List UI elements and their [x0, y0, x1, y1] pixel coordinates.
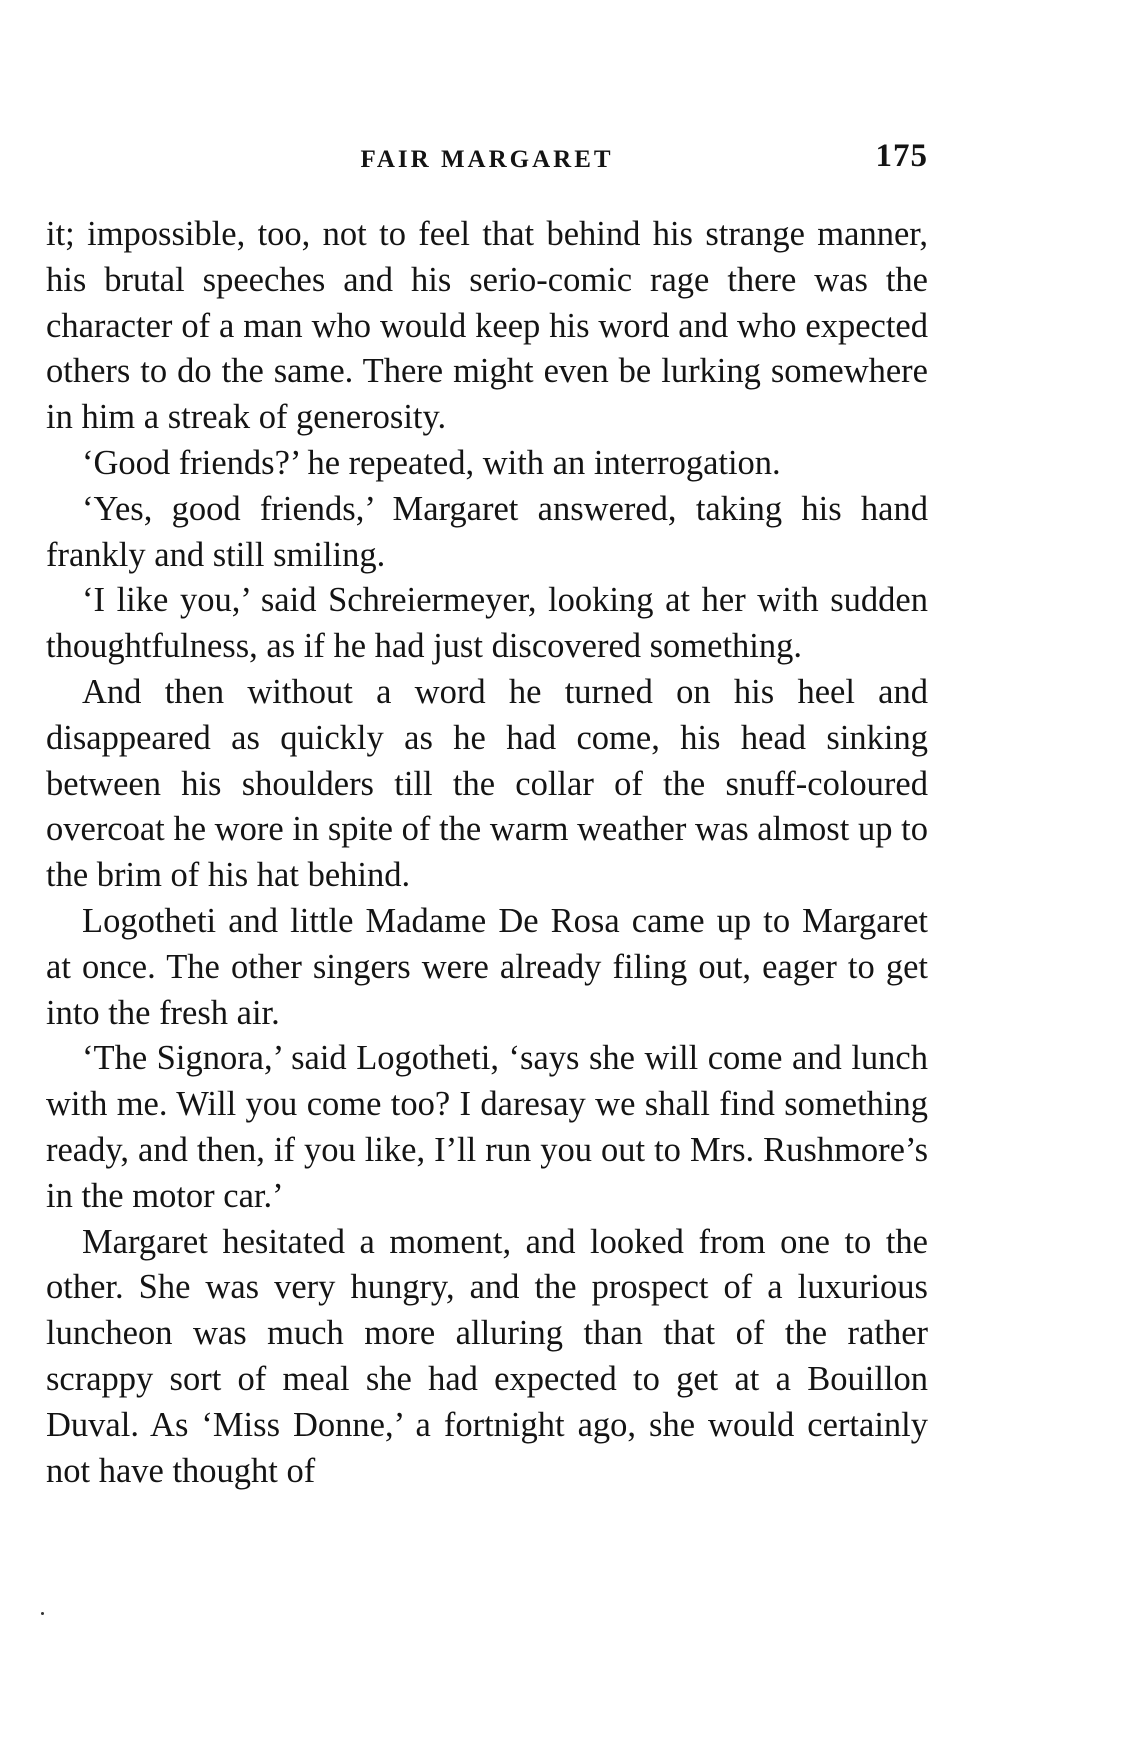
paragraph-continued: it; impossible, too, not to feel that behind his strange manner, his brutal speeches and his serio-comic rage there was the character of a man who would keep his word and who expected others to do the same. There might even be lurking somewhere in him a streak of generosity.: [46, 215, 928, 437]
paragraph: And then without a word he turned on his heel and disappeared as quickly as he had come, his head sinking between his shoulders till the collar of the snuff-coloured overcoat he wore in spite of the warm weather was almost up to the brim of his hat behind.: [46, 672, 928, 895]
paragraph: Logotheti and little Madame De Rosa came up to Margaret at once. The other singers were already filing out, eager to get into the fresh air.: [46, 901, 928, 1032]
body-text: [46, 212, 928, 1494]
paragraph: ‘Yes, good friends,’ Margaret answered, taking his hand frankly and still smiling.: [46, 489, 928, 574]
running-head: [46, 138, 928, 182]
running-title: FAIR MARGARET: [360, 146, 614, 173]
ink-speck: [41, 1612, 44, 1615]
page-number: 175: [875, 138, 928, 174]
paragraph: ‘Good friends?’ he repeated, with an interrogation.: [82, 443, 781, 482]
paragraph: ‘I like you,’ said Schreiermeyer, looking at her with sudden thoughtfulness, as if he had just discovered something.: [46, 581, 928, 666]
paragraph: Margaret hesitated a moment, and looked from one to the other. She was very hungry, and the prospect of a luxurious luncheon was much more alluring than that of the rather scrappy sort of meal she had expected to get at a Bouillon Duval. As ‘Miss Donne,’ a fortnight ago, she would certainly not have thought of: [46, 1222, 928, 1490]
paragraph: ‘The Signora,’ said Logotheti, ‘says she will come and lunch with me. Will you come too? I daresay we shall find something ready, and then, if you like, I’ll run you out to Mrs. Rushmore’s in the motor car.’: [46, 1039, 928, 1215]
